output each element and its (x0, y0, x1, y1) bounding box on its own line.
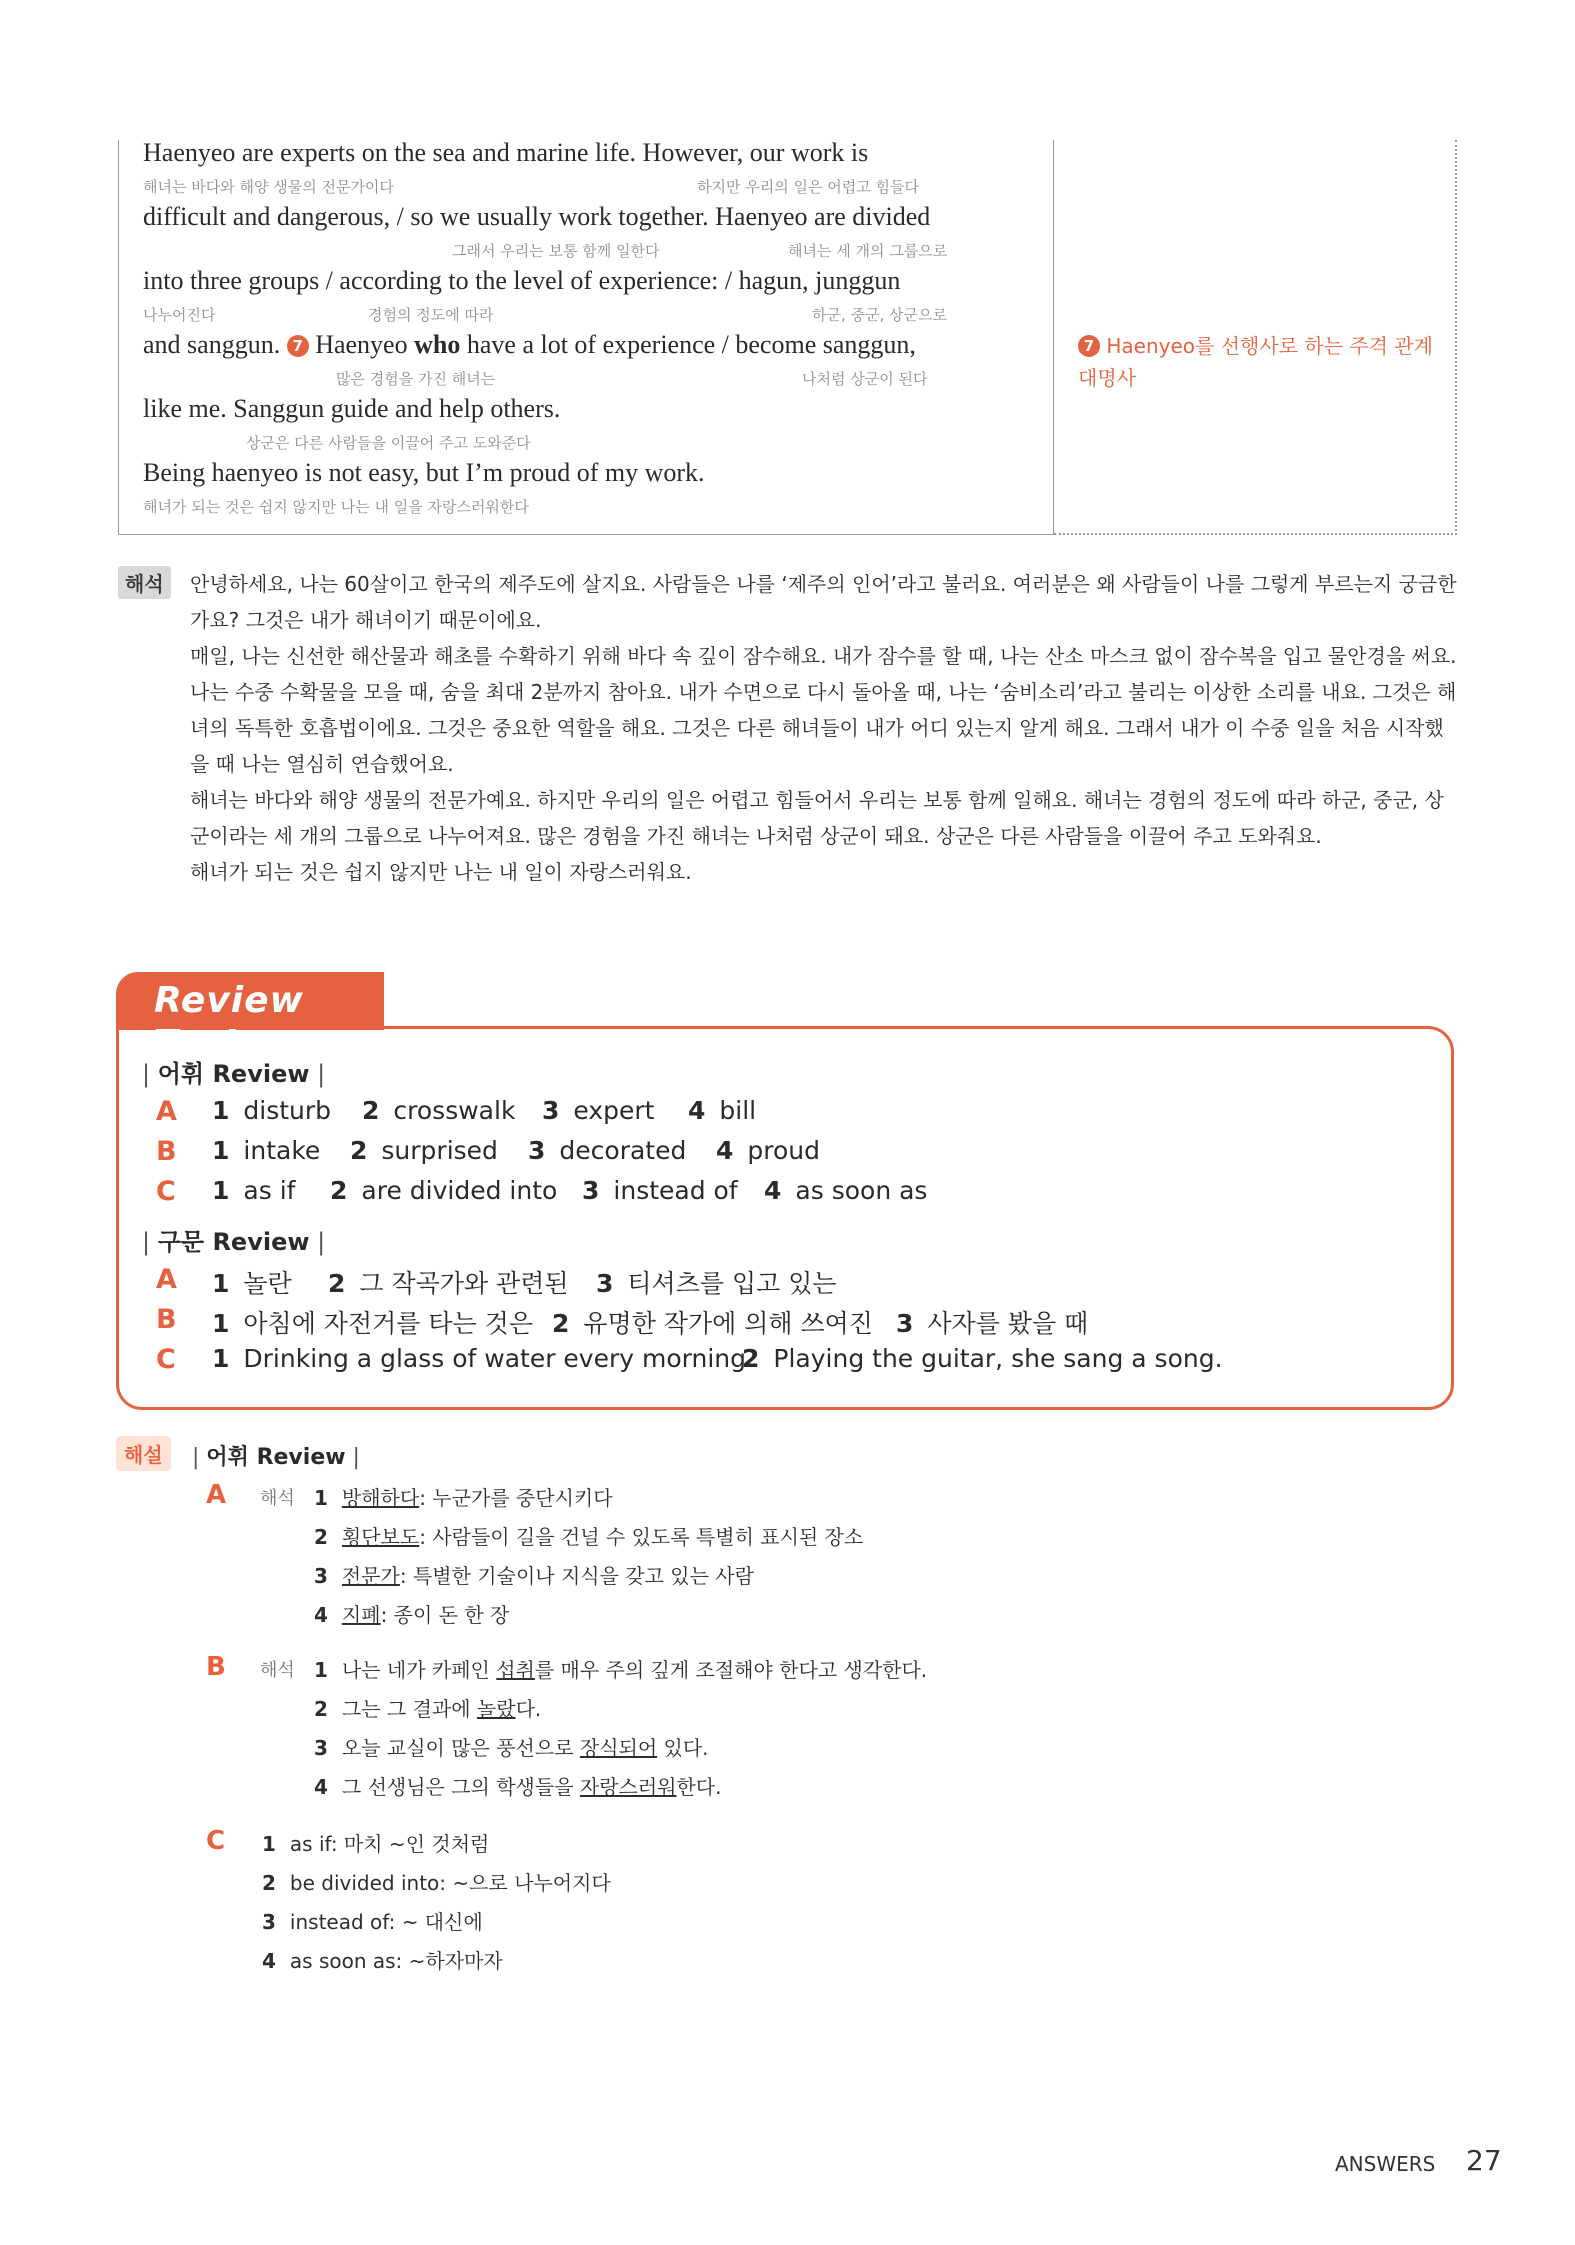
syntax-review-heading-text: 구문 Review (157, 1228, 310, 1256)
passage-text: Being haenyeo is not easy, but I’m proud of my work. (143, 458, 705, 487)
passage-gloss: 많은 경험을 가진 해녀는 (336, 370, 496, 388)
answer-item: 3 티셔츠를 입고 있는 (596, 1269, 837, 1298)
row-letter: C (156, 1344, 176, 1375)
explanation-letter-a: A (206, 1480, 227, 1510)
translation-paragraphs (190, 566, 1460, 890)
passage-gloss: 해녀는 세 개의 그룹으로 (788, 242, 948, 260)
explanation-b-1: 1 나는 네가 카페인 섭취를 매우 주의 깊게 조절해야 한다고 생각한다. (314, 1658, 928, 1682)
explanation-c-2: 2 be divided into: ~으로 나누어지다 (262, 1871, 611, 1895)
explanation-tag: 해석 (260, 1660, 295, 1681)
answer-item: 1 Drinking a glass of water every morning (212, 1344, 746, 1373)
passage-text (143, 330, 916, 360)
explanation-a-4: 4 지폐: 종이 돈 한 장 (314, 1603, 510, 1627)
passage-gloss: 해녀가 되는 것은 쉽지 않지만 나는 내 일을 자랑스러워한다 (143, 498, 529, 516)
passage-text-part: and sanggun. (143, 330, 281, 359)
answer-item: 2 are divided into (330, 1176, 558, 1205)
footer-label: ANSWERS (1335, 2152, 1436, 2176)
explanation-a-2: 2 횡단보도: 사람들이 길을 건널 수 있도록 특별히 표시된 장소 (314, 1525, 864, 1549)
marker-7-icon: 7 (1078, 335, 1100, 357)
explanation-tag: 해석 (260, 1488, 295, 1509)
answer-item: 1 as if (212, 1176, 296, 1205)
row-letter: B (156, 1304, 177, 1335)
translation-paragraph: 안녕하세요, 나는 60살이고 한국의 제주도에 살지요. 사람들은 나를 ‘제주의 인어’라고 불러요. 여러분은 왜 사람들이 나를 그렇게 부르는지 궁금한가요? 그것은 내가 해녀이기 때문이에요. (190, 572, 1457, 632)
answer-item: 3 expert (542, 1096, 655, 1125)
vocab-review-heading: | 어휘 Review | (142, 1060, 326, 1088)
passage-gloss: 하지만 우리의 일은 어렵고 힘들다 (697, 178, 919, 196)
answer-item: 1 아침에 자전거를 타는 것은 (212, 1309, 533, 1338)
passage-text-part: have a lot of experience / become sanggun, (466, 330, 916, 359)
answer-item: 1 놀란 (212, 1269, 292, 1298)
row-letter: A (156, 1096, 177, 1127)
syntax-review-heading: | 구문 Review | (142, 1228, 326, 1256)
explanation-b-3: 3 오늘 교실이 많은 풍선으로 장식되어 있다. (314, 1736, 709, 1760)
answer-item: 4 bill (688, 1096, 757, 1125)
passage-text: like me. Sanggun guide and help others. (143, 394, 561, 423)
answer-item: 2 crosswalk (362, 1096, 516, 1125)
passage-gloss: 나처럼 상군이 된다 (802, 370, 928, 388)
explanation-b-4: 4 그 선생님은 그의 학생들을 자랑스러워한다. (314, 1775, 722, 1799)
explanation-letter-b: B (206, 1652, 226, 1682)
answer-item: 2 유명한 작가에 의해 쓰여진 (552, 1309, 873, 1338)
passage-gloss: 경험의 정도에 따라 (368, 306, 494, 324)
review-test-tab (116, 972, 384, 1062)
grammar-note-text: Haenyeo를 선행사로 하는 주격 관계대명사 (1078, 334, 1433, 390)
translation-label: 해석 (118, 566, 171, 599)
passage-text-part: Haenyeo (315, 330, 408, 359)
explanation-heading: | 어휘 Review | (192, 1445, 360, 1470)
grammar-note (1078, 330, 1448, 394)
passage-gloss: 해녀는 바다와 해양 생물의 전문가이다 (143, 178, 394, 196)
row-letter: B (156, 1136, 177, 1167)
passage-gloss: 나누어진다 (143, 306, 216, 324)
answer-item: 2 그 작곡가와 관련된 (328, 1269, 569, 1298)
passage-gloss: 상군은 다른 사람들을 이끌어 주고 도와준다 (246, 434, 531, 452)
answer-item: 2 surprised (350, 1136, 498, 1165)
answer-item: 3 사자를 봤을 때 (896, 1309, 1089, 1338)
passage-gloss: 그래서 우리는 보통 함께 일한다 (452, 242, 660, 260)
explanation-a-1: 1 방해하다: 누군가를 중단시키다 (314, 1486, 613, 1510)
answer-item: 3 decorated (528, 1136, 687, 1165)
vocab-review-heading-text: 어휘 Review (157, 1060, 310, 1088)
review-test-title: Review Test (154, 980, 304, 1062)
relative-pronoun-who: who (414, 330, 461, 359)
explanation-c-4: 4 as soon as: ~하자마자 (262, 1949, 503, 1973)
explanation-label: 해설 (116, 1436, 171, 1471)
row-letter: A (156, 1264, 177, 1295)
passage-text: difficult and dangerous, / so we usually work together. Haenyeo are divided (143, 202, 931, 231)
explanation-letter-c: C (206, 1826, 226, 1856)
translation-paragraph: 매일, 나는 신선한 해산물과 해초를 수확하기 위해 바다 속 깊이 잠수해요. 내가 잠수를 할 때, 나는 산소 마스크 없이 잠수복을 입고 물안경을 써요. 나는 수중 수확물을 모을 때, 숨을 최대 2분까지 참아요. 내가 수면으로 다시 돌아올 때, 나는 ‘숨비소리’라고 불리는 이상한 소리를 내요. 그것은 해녀의 독특한 호흡법이에요. 그것은 중요한 역할을 해요. 그것은 다른 해녀들이 내가 어디 있는지 알게 해요. 그래서 내가 이 수중 일을 처음 시작했을 때 나는 열심히 연습했어요. (190, 644, 1457, 776)
answer-item: 1 disturb (212, 1096, 332, 1125)
marker-7-icon: 7 (287, 335, 309, 357)
answer-item: 2 Playing the guitar, she sang a song. (742, 1344, 1223, 1373)
passage-text: into three groups / according to the level of experience: / hagun, junggun (143, 266, 901, 295)
explanation-b-2: 2 그는 그 결과에 놀랐다. (314, 1697, 542, 1721)
explanation-c-1: 1 as if: 마치 ~인 것처럼 (262, 1832, 490, 1856)
answer-item: 4 as soon as (764, 1176, 928, 1205)
answer-item: 4 proud (716, 1136, 821, 1165)
passage-gloss: 하군, 중군, 상군으로 (812, 306, 947, 324)
answer-item: 1 intake (212, 1136, 321, 1165)
page-number: 27 (1466, 2144, 1502, 2177)
explanation-c-3: 3 instead of: ~ 대신에 (262, 1910, 483, 1934)
answer-item: 3 instead of (582, 1176, 738, 1205)
passage-text: Haenyeo are experts on the sea and marine life. However, our work is (143, 138, 869, 167)
row-letter: C (156, 1176, 176, 1207)
explanation-a-3: 3 전문가: 특별한 기술이나 지식을 갖고 있는 사람 (314, 1564, 754, 1588)
translation-paragraph: 해녀는 바다와 해양 생물의 전문가예요. 하지만 우리의 일은 어렵고 힘들어서 우리는 보통 함께 일해요. 해녀는 경험의 정도에 따라 하군, 중군, 상군이라는 세 개의 그룹으로 나누어져요. 많은 경험을 가진 해녀는 나처럼 상군이 돼요. 상군은 다른 사람들을 이끌어 주고 도와줘요. (190, 788, 1444, 848)
translation-paragraph: 해녀가 되는 것은 쉽지 않지만 나는 내 일이 자랑스러워요. (190, 860, 692, 884)
